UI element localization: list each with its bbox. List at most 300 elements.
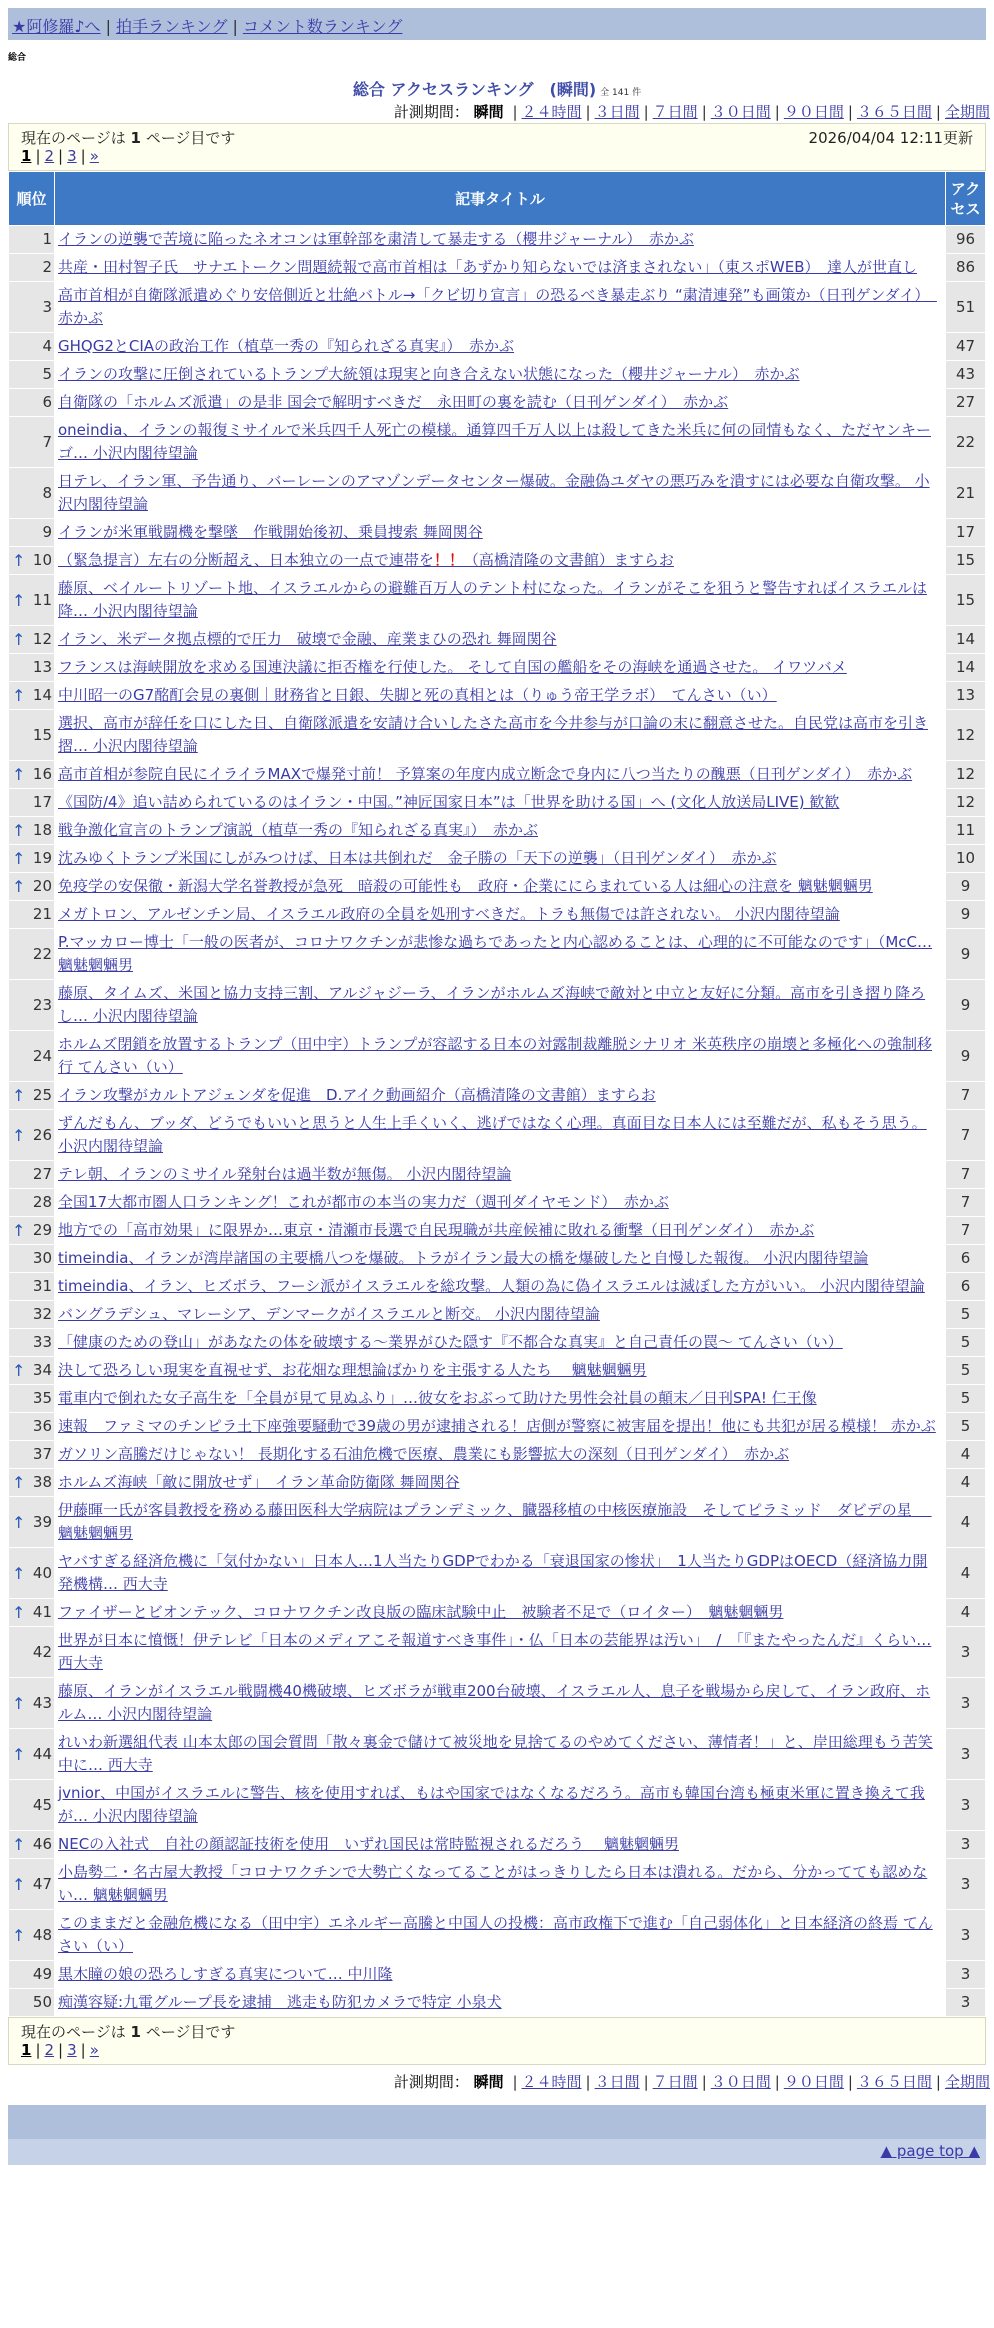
rank-cell bbox=[9, 468, 55, 519]
article-title-link[interactable]: 自衛隊の「ホルムズ派遣」の是非 国会で解明すべきだ 永田町の裏を読む（日刊ゲンダイ） 赤かぶ bbox=[58, 393, 729, 411]
article-title-link[interactable]: 速報 ファミマのチンピラ土下座強要騒動で39歳の男が逮捕される！店側が警察に被害届を提出！他にも共犯が居る模様！ 赤かぶ bbox=[58, 1417, 936, 1435]
article-title-link[interactable]: 地方での「高市効果」に限界か…東京・清瀬市長選で自民現職が共産候補に敗れる衝撃（日刊ゲンダイ） 赤かぶ bbox=[58, 1221, 815, 1239]
title-cell bbox=[55, 1831, 946, 1859]
access-count: 3 bbox=[946, 1678, 986, 1729]
access-count: 12 bbox=[946, 789, 986, 817]
table-row bbox=[9, 1161, 986, 1189]
access-count: 5 bbox=[946, 1385, 986, 1413]
table-row bbox=[9, 333, 986, 361]
article-title-link[interactable]: 日テレ、イラン軍、予告通り、バーレーンのアマゾンデータセンター爆破。金融偽ユダヤの悪巧みを潰すには必要な自衛攻撃。 小沢内閣待望論 bbox=[58, 472, 930, 513]
rank-cell bbox=[9, 1859, 55, 1910]
table-row bbox=[9, 817, 986, 845]
rank-number: 46 bbox=[32, 1835, 52, 1853]
table-row bbox=[9, 1729, 986, 1780]
period-link[interactable]: ３日間 bbox=[594, 103, 640, 121]
table-row bbox=[9, 1859, 986, 1910]
pager-page-link[interactable]: » bbox=[89, 147, 99, 165]
access-count: 12 bbox=[946, 761, 986, 789]
article-title-link[interactable]: ヤバすぎる経済危機に「気付かない」日本人…1人当たりGDPでわかる「衰退国家の惨状」 1人当たりGDPはOECD（経済協力開発機構… 西大寺 bbox=[58, 1552, 928, 1593]
rank-cell bbox=[9, 1780, 55, 1831]
period-link[interactable]: 全期間 bbox=[944, 2073, 990, 2091]
pager-page-link[interactable]: 2 bbox=[44, 147, 55, 165]
article-title-link[interactable]: ファイザーとビオンテック、コロナワクチン改良版の臨床試験中止 被験者不足で（ロイター） 魑魅魍魎男 bbox=[58, 1603, 784, 1621]
title-cell bbox=[55, 417, 946, 468]
rank-cell bbox=[9, 1357, 55, 1385]
access-count: 5 bbox=[946, 1301, 986, 1329]
rank-number: 32 bbox=[32, 1305, 52, 1323]
page-title bbox=[0, 77, 994, 97]
rank-cell bbox=[9, 1031, 55, 1082]
rank-cell bbox=[9, 929, 55, 980]
rank-number: 10 bbox=[32, 551, 52, 569]
table-row bbox=[9, 1301, 986, 1329]
title-cell bbox=[55, 1357, 946, 1385]
table-row bbox=[9, 1031, 986, 1082]
pager-separator: | bbox=[35, 2041, 41, 2059]
pager-separator: | bbox=[58, 147, 64, 165]
access-count: 14 bbox=[946, 626, 986, 654]
table-row bbox=[9, 468, 986, 519]
rank-cell bbox=[9, 1441, 55, 1469]
rank-number: 22 bbox=[32, 944, 52, 963]
rank-cell bbox=[9, 626, 55, 654]
rank-number: 41 bbox=[32, 1603, 52, 1621]
period-link[interactable]: ２４時間 bbox=[521, 2073, 582, 2091]
article-title-link[interactable]: 藤原、イランがイスラエル戦闘機40機破壊、ヒズボラが戦車200台破壊、イスラエル人、息子を戦場から戻して、イラン政府、ホルム… 小沢内閣待望論 bbox=[58, 1682, 931, 1723]
rank-cell bbox=[9, 1497, 55, 1548]
rank-number: 42 bbox=[32, 1642, 52, 1661]
table-row bbox=[9, 1217, 986, 1245]
rank-cell bbox=[9, 1548, 55, 1599]
nav-comment-ranking-link[interactable]: コメント数ランキング bbox=[242, 17, 403, 36]
rank-up-arrow-icon: ↑ bbox=[12, 1874, 26, 1894]
title-cell bbox=[55, 1413, 946, 1441]
article-title-link[interactable]: ガソリン高騰だけじゃない！ 長期化する石油危機で医療、農業にも影響拡大の深刻（日刊ゲンダイ） 赤かぶ bbox=[58, 1445, 790, 1463]
rank-number: 18 bbox=[32, 821, 52, 839]
table-row bbox=[9, 361, 986, 389]
access-count: 11 bbox=[946, 817, 986, 845]
period-separator: | bbox=[585, 103, 591, 121]
rank-number: 37 bbox=[32, 1445, 52, 1463]
top-navigation-bar bbox=[8, 8, 986, 40]
nav-separator: | bbox=[105, 17, 111, 36]
table-row bbox=[9, 1245, 986, 1273]
period-separator: | bbox=[774, 2073, 780, 2091]
access-count: 10 bbox=[946, 845, 986, 873]
rank-cell bbox=[9, 1989, 55, 2017]
article-title-link[interactable]: 高市首相が参院自民にイライラMAXで爆発寸前！ 予算案の年度内成立断念で身内に八つ当たりの醜悪（日刊ゲンダイ） 赤かぶ bbox=[58, 765, 913, 783]
article-title-link[interactable]: れいわ新選組代表 山本太郎の国会質問「散々裏金で儲けて被災地を見捨てるのやめてください、薄情者！」と、岸田総理もう苦笑中に… 西大寺 bbox=[58, 1733, 933, 1774]
table-row bbox=[9, 1357, 986, 1385]
article-title-link[interactable]: イラン、米データ拠点標的で圧力 破壊で金融、産業まひの恐れ 舞岡関谷 bbox=[58, 630, 557, 648]
rank-cell bbox=[9, 1329, 55, 1357]
article-title-link[interactable]: ホルムズ閉鎖を放置するトランプ（田中宇）トランプが容認する日本の対露制裁離脱シナリオ 米英秩序の崩壊と多極化への強制移行 てんさい（い） bbox=[58, 1035, 933, 1076]
rank-number: 36 bbox=[32, 1417, 52, 1435]
table-row bbox=[9, 1910, 986, 1961]
rank-up-arrow-icon: ↑ bbox=[12, 1835, 26, 1854]
rank-cell bbox=[9, 1161, 55, 1189]
article-title-link[interactable]: 選択、高市が辞任を口にした日、自衛隊派遣を安請け合いしたさた高市を今井参与が口論の末に翻意させた。自民党は高市を引き摺… 小沢内閣待望論 bbox=[58, 714, 929, 755]
access-count: 27 bbox=[946, 389, 986, 417]
page-title-text: 総合 アクセスランキング (瞬間) bbox=[352, 80, 597, 99]
table-row bbox=[9, 1329, 986, 1357]
table-header-row bbox=[9, 172, 986, 226]
period-separator: | bbox=[643, 103, 649, 121]
article-title-link[interactable]: （緊急提言）左右の分断超え、日本独立の一点で連帯を！！（高橋清隆の文書館）ますらお bbox=[58, 551, 674, 569]
title-cell bbox=[55, 1441, 946, 1469]
rank-cell bbox=[9, 1273, 55, 1301]
article-title-link[interactable]: 痴漢容疑:九電グループ長を逮捕 逃走も防犯カメラで特定 小泉犬 bbox=[58, 1993, 502, 2011]
table-row bbox=[9, 1989, 986, 2017]
rank-up-arrow-icon: ↑ bbox=[12, 1925, 26, 1945]
title-cell bbox=[55, 1548, 946, 1599]
rank-cell bbox=[9, 547, 55, 575]
access-count: 22 bbox=[946, 417, 986, 468]
rank-number: 5 bbox=[42, 365, 52, 383]
article-title-link[interactable]: イラン攻撃がカルトアジェンダを促進 D.アイク動画紹介（高橋清隆の文書館）ますらお bbox=[58, 1086, 656, 1104]
access-count: 7 bbox=[946, 1110, 986, 1161]
site-label: 総合 bbox=[8, 53, 27, 63]
pager-page-link[interactable]: 3 bbox=[67, 147, 77, 165]
title-cell bbox=[55, 1031, 946, 1082]
rank-cell bbox=[9, 654, 55, 682]
access-count: 6 bbox=[946, 1273, 986, 1301]
period-separator: | bbox=[847, 2073, 853, 2091]
title-cell bbox=[55, 254, 946, 282]
article-title-link[interactable]: 免疫学の安保徹・新潟大学名誉教授が急死 暗殺の可能性も 政府・企業ににらまれている人は細心の注意を 魑魅魍魎男 bbox=[58, 877, 873, 895]
title-cell bbox=[55, 654, 946, 682]
table-row bbox=[9, 1441, 986, 1469]
rank-number: 7 bbox=[42, 432, 52, 451]
article-title-link[interactable]: 小島勢二・名古屋大教授「コロナワクチンで大勢亡くなってることがはっきりしたら日本は潰れる。だから、分かってても認めない… 魑魅魍魎男 bbox=[58, 1863, 928, 1904]
rank-cell bbox=[9, 575, 55, 626]
rank-number: 35 bbox=[32, 1389, 52, 1407]
access-count: 21 bbox=[946, 468, 986, 519]
article-title-link[interactable]: 「健康のための登山」があなたの体を破壊する〜業界がひた隠す『不都合な真実』と自己責任の罠〜 てんさい（い） bbox=[58, 1333, 843, 1351]
rank-number: 16 bbox=[32, 765, 52, 783]
period-link[interactable]: ９０日間 bbox=[783, 103, 844, 121]
table-row bbox=[9, 654, 986, 682]
article-title-link[interactable]: 沈みゆくトランプ米国にしがみつけば、日本は共倒れだ 金子勝の「天下の逆襲」（日刊ゲンダイ） 赤かぶ bbox=[58, 849, 777, 867]
article-title-link[interactable]: イランが米軍戦闘機を撃墜 作戦開始後初、乗員捜索 舞岡関谷 bbox=[58, 523, 483, 541]
rank-up-arrow-icon: ↑ bbox=[12, 1563, 26, 1583]
access-count: 86 bbox=[946, 254, 986, 282]
title-cell bbox=[55, 1910, 946, 1961]
title-cell bbox=[55, 519, 946, 547]
pager-status-text: 現在のページは 1 ページ目です bbox=[21, 129, 236, 147]
access-count: 9 bbox=[946, 901, 986, 929]
rank-number: 15 bbox=[32, 725, 52, 744]
access-count: 43 bbox=[946, 361, 986, 389]
pager-bottom bbox=[8, 2017, 986, 2065]
pager-separator: | bbox=[80, 2041, 86, 2059]
article-title-link[interactable]: timeindia、イランが湾岸諸国の主要橋八つを爆破。トラがイラン最大の橋を爆破したと自慢した報復。 小沢内閣待望論 bbox=[58, 1249, 869, 1267]
period-separator: | bbox=[643, 2073, 649, 2091]
rank-number: 20 bbox=[32, 877, 52, 895]
article-title-link[interactable]: このままだと金融危機になる（田中宇）エネルギー高騰と中国人の投機：高市政権下で進む「自己弱体化」と日本経済の終焉 てんさい（い） bbox=[58, 1914, 933, 1955]
article-title-link[interactable]: 戦争激化宣言のトランプ演説（植草一秀の『知られざる真実』） 赤かぶ bbox=[58, 821, 539, 839]
rank-cell bbox=[9, 817, 55, 845]
rank-up-arrow-icon: ↑ bbox=[12, 1125, 26, 1145]
rank-cell bbox=[9, 417, 55, 468]
access-count: 5 bbox=[946, 1357, 986, 1385]
rank-up-arrow-icon: ↑ bbox=[12, 686, 26, 705]
access-count: 7 bbox=[946, 1082, 986, 1110]
rank-number: 43 bbox=[32, 1693, 52, 1712]
period-link[interactable]: ２４時間 bbox=[521, 103, 582, 121]
period-separator: | bbox=[512, 2073, 518, 2091]
table-row bbox=[9, 1961, 986, 1989]
rank-cell bbox=[9, 1678, 55, 1729]
article-title-link[interactable]: 藤原、ベイルートリゾート地、イスラエルからの避難百万人のテント村になった。イランがそこを狙うと警告すればイスラエルは降… 小沢内閣待望論 bbox=[58, 579, 927, 620]
rank-cell bbox=[9, 901, 55, 929]
rank-cell bbox=[9, 682, 55, 710]
article-title-link[interactable]: ずんだもん、ブッダ、どうでもいいと思うと人生上手くいく、逃げではなく心理。真面目な日本人には至難だが、私もそう思う。 小沢内閣待望論 bbox=[58, 1114, 927, 1155]
table-row bbox=[9, 1110, 986, 1161]
article-title-link[interactable]: 《国防/4》追い詰められているのはイラン・中国。”神匠国家日本”は「世界を助ける国」へ (文化人放送局LIVE) 歓歓 bbox=[58, 793, 840, 811]
access-count: 4 bbox=[946, 1599, 986, 1627]
footer-bar bbox=[8, 2105, 986, 2139]
table-row bbox=[9, 845, 986, 873]
rank-cell bbox=[9, 761, 55, 789]
access-count: 12 bbox=[946, 710, 986, 761]
access-count: 4 bbox=[946, 1469, 986, 1497]
rank-cell bbox=[9, 1961, 55, 1989]
access-count: 4 bbox=[946, 1548, 986, 1599]
period-separator: | bbox=[585, 2073, 591, 2091]
rank-number: 50 bbox=[32, 1993, 52, 2011]
rank-cell bbox=[9, 1729, 55, 1780]
table-row bbox=[9, 1780, 986, 1831]
article-title-link[interactable]: 電車内で倒れた女子高生を「全員が見て見ぬふり」…彼女をおぶって助けた男性会社員の顛末／日刊SPA! 仁王像 bbox=[58, 1389, 817, 1407]
access-count: 9 bbox=[946, 873, 986, 901]
title-cell bbox=[55, 1989, 946, 2017]
rank-cell bbox=[9, 980, 55, 1031]
article-title-link[interactable]: 全国17大都市圏人口ランキング！これが都市の本当の実力だ（週刊ダイヤモンド） 赤かぶ bbox=[58, 1193, 669, 1211]
rank-up-arrow-icon: ↑ bbox=[12, 765, 26, 784]
article-title-link[interactable]: P.マッカロー博士「一般の医者が、コロナワクチンが悲惨な過ちであったと内心認めることは、心理的に不可能なのです」（McC… 魑魅魍魎男 bbox=[58, 933, 932, 974]
pager-separator: | bbox=[35, 147, 41, 165]
rank-cell bbox=[9, 1110, 55, 1161]
table-row bbox=[9, 980, 986, 1031]
rank-cell bbox=[9, 873, 55, 901]
title-cell bbox=[55, 468, 946, 519]
article-title-link[interactable]: 中川昭一のG7酩酊会見の裏側｜財務省と日銀、失脚と死の真相とは（りゅう帝王学ラボ） てんさい（い） bbox=[58, 686, 777, 704]
article-title-link[interactable]: NECの入社式 自社の顔認証技術を使用 いずれ国民は常時監視されるだろう 魑魅魍魎男 bbox=[58, 1835, 679, 1853]
rank-number: 47 bbox=[32, 1874, 52, 1893]
table-row bbox=[9, 1469, 986, 1497]
access-count: 3 bbox=[946, 1831, 986, 1859]
rank-cell bbox=[9, 1627, 55, 1678]
access-count: 3 bbox=[946, 1780, 986, 1831]
column-header-title: 記事タイトル bbox=[55, 172, 946, 226]
rank-up-arrow-icon: ↑ bbox=[12, 630, 26, 649]
title-cell bbox=[55, 901, 946, 929]
title-cell bbox=[55, 817, 946, 845]
rank-cell bbox=[9, 1599, 55, 1627]
article-title-link[interactable]: 藤原、タイムズ、米国と協力支持三割、アルジャジーラ、イランがホルムズ海峡で敵対と中立と友好に分類。高市を引き摺り降ろし… 小沢内閣待望論 bbox=[58, 984, 926, 1025]
access-count: 3 bbox=[946, 1989, 986, 2017]
page-top-link[interactable]: ▲ page top ▲ bbox=[880, 2142, 980, 2160]
article-title-link[interactable]: メガトロン、アルゼンチン局、イスラエル政府の全員を処刑すべきだ。トラも無傷では許されない。 小沢内閣待望論 bbox=[58, 905, 840, 923]
article-title-link[interactable]: jvnior、中国がイスラエルに警告、核を使用すれば、もはや国家ではなくなるだろう。高市も韓国台湾も極東米軍に置き換えて我が… 小沢内閣待望論 bbox=[58, 1784, 925, 1825]
pager-links bbox=[21, 2041, 973, 2061]
table-row bbox=[9, 761, 986, 789]
access-count: 14 bbox=[946, 654, 986, 682]
rank-cell bbox=[9, 789, 55, 817]
column-header-rank: 順位 bbox=[9, 172, 55, 226]
access-count: 3 bbox=[946, 1627, 986, 1678]
rank-cell bbox=[9, 1469, 55, 1497]
access-count: 5 bbox=[946, 1329, 986, 1357]
rank-number: 17 bbox=[32, 793, 52, 811]
table-row bbox=[9, 1831, 986, 1859]
article-title-link[interactable]: 黒木瞳の娘の恐ろしすぎる真実について… 中川隆 bbox=[58, 1965, 393, 1983]
title-cell bbox=[55, 710, 946, 761]
period-link[interactable]: ３６５日間 bbox=[856, 103, 932, 121]
rank-up-arrow-icon: ↑ bbox=[12, 1744, 26, 1764]
table-row bbox=[9, 254, 986, 282]
title-cell bbox=[55, 1245, 946, 1273]
article-title-link[interactable]: フランスは海峡開放を求める国連決議に拒否権を行使した。 そして自国の艦船をその海峡を通過させた。 イワツバメ bbox=[58, 658, 847, 676]
rank-number: 49 bbox=[32, 1965, 52, 1983]
column-header-access: アクセス bbox=[946, 172, 986, 226]
pager-status-text: 現在のページは 1 ページ目です bbox=[21, 2023, 236, 2041]
title-cell bbox=[55, 282, 946, 333]
pager-separator: | bbox=[58, 2041, 64, 2059]
title-cell bbox=[55, 1217, 946, 1245]
period-link[interactable]: ９０日間 bbox=[783, 2073, 844, 2091]
article-title-link[interactable]: 世界が日本に憤慨！伊テレビ「日本のメディアこそ報道すべき事件」・仏「日本の芸能界は汚い」 / 「『またやったんだ』くらい… 西大寺 bbox=[58, 1631, 932, 1672]
table-row bbox=[9, 575, 986, 626]
title-cell bbox=[55, 1161, 946, 1189]
period-separator: | bbox=[774, 103, 780, 121]
period-link[interactable]: ３０日間 bbox=[710, 2073, 771, 2091]
rank-cell bbox=[9, 226, 55, 254]
table-row bbox=[9, 789, 986, 817]
rank-cell bbox=[9, 1413, 55, 1441]
article-title-link[interactable]: 伊藤暉一氏が客員教授を務める藤田医科大学病院はプランデミック、臓器移植の中核医療施設 そしてピラミッド ダビデの星 魑魅魍魎男 bbox=[58, 1501, 932, 1542]
rank-number: 3 bbox=[42, 297, 52, 316]
table-row bbox=[9, 626, 986, 654]
access-count: 15 bbox=[946, 575, 986, 626]
nav-clap-ranking-link[interactable]: 拍手ランキング bbox=[115, 17, 228, 36]
table-row bbox=[9, 929, 986, 980]
table-row bbox=[9, 389, 986, 417]
access-count: 5 bbox=[946, 1413, 986, 1441]
access-count: 3 bbox=[946, 1729, 986, 1780]
rank-up-arrow-icon: ↑ bbox=[12, 877, 26, 896]
title-cell bbox=[55, 1329, 946, 1357]
article-title-link[interactable]: GHQG2とCIAの政治工作（植草一秀の『知られざる真実』） 赤かぶ bbox=[58, 337, 515, 355]
nav-separator: | bbox=[232, 17, 238, 36]
article-title-link[interactable]: 共産・田村智子氏 サナエトークン問題続報で高市首相は「あずかり知らないでは済まされない」（東スポWEB） 達人が世直し bbox=[58, 258, 918, 276]
article-title-link[interactable]: テレ朝、イランのミサイル発射台は過半数が無傷。 小沢内閣待望論 bbox=[58, 1165, 512, 1183]
rank-up-arrow-icon: ↑ bbox=[12, 1512, 26, 1532]
title-cell bbox=[55, 1780, 946, 1831]
rank-cell bbox=[9, 1910, 55, 1961]
title-cell bbox=[55, 761, 946, 789]
pager-page-link[interactable]: » bbox=[89, 2041, 99, 2059]
pager-page-link[interactable]: 2 bbox=[44, 2041, 55, 2059]
title-cell bbox=[55, 547, 946, 575]
article-title-link[interactable]: 高市首相が自衛隊派遣めぐり安倍側近と壮絶バトル→「クビ切り宣言」の恐るべき暴走ぶり “粛清連発”も画策か（日刊ゲンダイ） 赤かぶ bbox=[58, 286, 937, 327]
rank-cell bbox=[9, 361, 55, 389]
title-cell bbox=[55, 333, 946, 361]
article-title-link[interactable]: 決して恐ろしい現実を直視せず、お花畑な理想論ばかりを主張する人たち 魑魅魍魎男 bbox=[58, 1361, 647, 1379]
period-selector-top bbox=[0, 101, 990, 123]
rank-up-arrow-icon: ↑ bbox=[12, 590, 26, 610]
table-row bbox=[9, 1413, 986, 1441]
rank-up-arrow-icon: ↑ bbox=[12, 1473, 26, 1492]
period-current: 瞬間 bbox=[473, 103, 504, 121]
ranking-table bbox=[8, 171, 986, 2017]
access-count: 3 bbox=[946, 1859, 986, 1910]
rank-cell bbox=[9, 1385, 55, 1413]
title-cell bbox=[55, 1301, 946, 1329]
rank-up-arrow-icon: ↑ bbox=[12, 1603, 26, 1622]
pager-page-link[interactable]: 3 bbox=[67, 2041, 77, 2059]
access-count: 51 bbox=[946, 282, 986, 333]
period-link[interactable]: ７日間 bbox=[652, 103, 698, 121]
access-count: 9 bbox=[946, 1031, 986, 1082]
article-title-link[interactable]: イランの攻撃に圧倒されているトランプ大統領は現実と向き合えない状態になった（櫻井ジャーナル） 赤かぶ bbox=[58, 365, 800, 383]
title-cell bbox=[55, 1627, 946, 1678]
rank-cell bbox=[9, 389, 55, 417]
table-row bbox=[9, 417, 986, 468]
rank-cell bbox=[9, 519, 55, 547]
pager-separator: | bbox=[80, 147, 86, 165]
table-row bbox=[9, 547, 986, 575]
table-row bbox=[9, 1548, 986, 1599]
article-title-link[interactable]: イランの逆襲で苦境に陥ったネオコンは軍幹部を粛清して暴走する（櫻井ジャーナル） 赤かぶ bbox=[58, 230, 694, 248]
period-link[interactable]: ３０日間 bbox=[710, 103, 771, 121]
table-row bbox=[9, 710, 986, 761]
title-cell bbox=[55, 575, 946, 626]
rank-number: 31 bbox=[32, 1277, 52, 1295]
title-cell bbox=[55, 361, 946, 389]
rank-number: 1 bbox=[42, 230, 52, 248]
article-title-link[interactable]: oneindia、イランの報復ミサイルで米兵四千人死亡の模様。通算四千万人以上は殺してきた米兵に何の同情もなく、ただヤンキーゴ… 小沢内閣待望論 bbox=[58, 421, 931, 462]
title-cell bbox=[55, 845, 946, 873]
pager-links bbox=[21, 147, 973, 167]
rank-number: 25 bbox=[32, 1086, 52, 1104]
article-title-link[interactable]: ホルムズ海峡「敵に開放せず」 イラン革命防衛隊 舞岡関谷 bbox=[58, 1473, 460, 1491]
rank-number: 23 bbox=[32, 995, 52, 1014]
period-link[interactable]: ７日間 bbox=[652, 2073, 698, 2091]
article-title-link[interactable]: timeindia、イラン、ヒズボラ、フーシ派がイスラエルを総攻撃。人類の為に偽イスラエルは滅ぼした方がいい。 小沢内閣待望論 bbox=[58, 1277, 925, 1295]
access-count: 96 bbox=[946, 226, 986, 254]
period-link[interactable]: ３６５日間 bbox=[856, 2073, 932, 2091]
title-cell bbox=[55, 929, 946, 980]
period-separator: | bbox=[512, 103, 518, 121]
rank-cell bbox=[9, 710, 55, 761]
period-link[interactable]: ３日間 bbox=[594, 2073, 640, 2091]
rank-number: 28 bbox=[32, 1193, 52, 1211]
period-link[interactable]: 全期間 bbox=[944, 103, 990, 121]
rank-cell bbox=[9, 1189, 55, 1217]
access-count: 6 bbox=[946, 1245, 986, 1273]
period-separator: | bbox=[847, 103, 853, 121]
rank-number: 19 bbox=[32, 849, 52, 867]
rank-number: 39 bbox=[32, 1512, 52, 1531]
rank-up-arrow-icon: ↑ bbox=[12, 821, 26, 840]
article-title-link[interactable]: バングラデシュ、マレーシア、デンマークがイスラエルと断交。 小沢内閣待望論 bbox=[58, 1305, 600, 1323]
title-cell bbox=[55, 1678, 946, 1729]
rank-number: 40 bbox=[32, 1563, 52, 1582]
rank-number: 24 bbox=[32, 1046, 52, 1065]
nav-home-link[interactable]: ★阿修羅♪へ bbox=[12, 17, 101, 36]
